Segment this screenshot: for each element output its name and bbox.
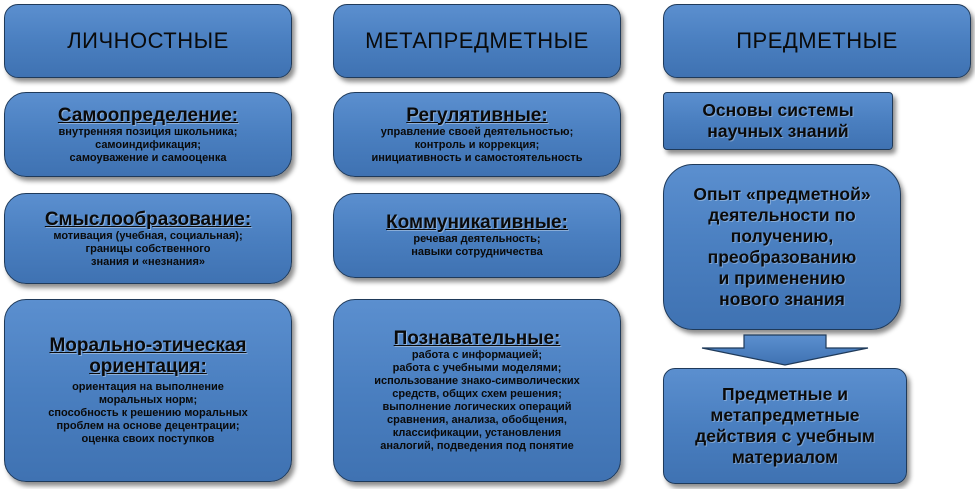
card-body: управление своей деятельностью; контроль и коррекция; инициативность и самостоятельность [371, 125, 583, 164]
card-regulatory [333, 92, 621, 177]
header-personal-label: ЛИЧНОСТНЫЕ [67, 28, 229, 53]
card-title: Регулятивные: [406, 104, 548, 126]
box-subject-actions [663, 368, 907, 484]
card-title: Самоопределение: [57, 104, 239, 126]
box-text: Основы системы научных знаний [702, 100, 854, 141]
card-body: ориентация на выполнение моральных норм; способность к решению моральных проблем на основе децентрации; оценка своих поступков [48, 381, 248, 445]
card-self-determination [4, 92, 292, 177]
header-subject [663, 4, 971, 78]
header-personal [4, 4, 292, 78]
card-meaning-formation [4, 193, 292, 284]
box-subject-activity [663, 164, 901, 330]
card-cognitive [333, 299, 621, 482]
card-title: Коммуникативные: [386, 212, 568, 233]
card-body: речевая деятельность; навыки сотрудничества [411, 233, 543, 258]
box-scientific-knowledge [663, 92, 893, 150]
card-body: работа с информацией; работа с учебными моделями; использование знако-символических средств, общих схем решения; выполнение логических операций сравнения, анализа, обобщения, классификации, установления аналогий, подведения под понятие [374, 349, 580, 452]
card-body: внутренняя позиция школьника; самоиндификация; самоуважение и самооценка [58, 125, 238, 164]
card-body: мотивация (учебная, социальная); границы собственного знания и «незнания» [53, 229, 243, 268]
box-text: Опыт «предметной» деятельности по получению, преобразованию и применению нового знания [693, 184, 871, 309]
box-text: Предметные и метапредметные действия с учебным материалом [695, 384, 875, 467]
down-arrow-icon [700, 334, 870, 366]
card-communicative [333, 193, 621, 278]
card-moral-ethical [4, 299, 292, 482]
card-title: Познавательные: [393, 328, 561, 349]
card-title: Морально-этическая ориентация: [49, 335, 247, 377]
card-title: Смыслообразование: [44, 208, 252, 230]
header-meta [333, 4, 621, 78]
header-meta-label: МЕТАПРЕДМЕТНЫЕ [365, 28, 589, 53]
header-subject-label: ПРЕДМЕТНЫЕ [736, 28, 898, 53]
